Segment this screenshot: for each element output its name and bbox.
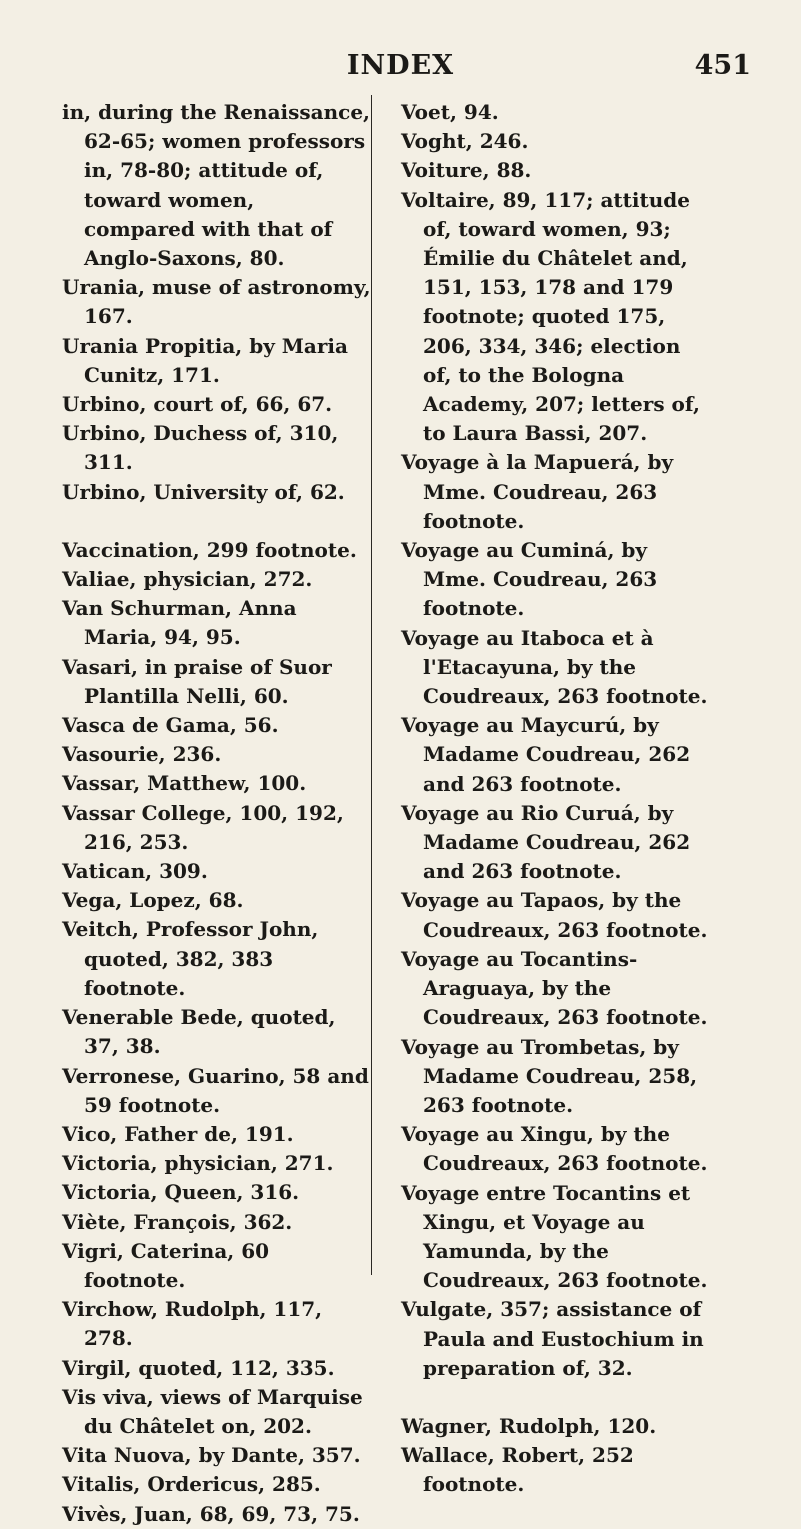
index-entry: Victoria, physician, 271. <box>62 1151 334 1176</box>
index-entry: Urbino, University of, 62. <box>62 479 345 504</box>
index-entry: Viète, François, 362. <box>62 1209 293 1234</box>
index-entry: Voyage au Rio Curuá, by Madame Coudreau, 262 and 263 footnote. <box>401 800 691 884</box>
index-entry: Vasourie, 236. <box>62 742 222 767</box>
index-entry: Vis viva, views of Marquise du Châtelet on, 202. <box>62 1384 363 1438</box>
index-entry: Vita Nuova, by Dante, 357. <box>62 1443 361 1468</box>
index-entry: Virgil, quoted, 112, 335. <box>62 1355 335 1380</box>
index-entry: Voiture, 88. <box>401 158 532 183</box>
index-entry: Voyage au Cuminá, by Mme. Coudreau, 263 footnote. <box>401 538 658 621</box>
index-entry: Vico, Father de, 191. <box>62 1121 294 1146</box>
index-entry: Voyage au Tapaos, by the Coudreaux, 263 footnote. <box>401 888 708 942</box>
index-entry: Vassar, Matthew, 100. <box>62 771 307 796</box>
index-entry: Vega, Lopez, 68. <box>62 888 244 913</box>
index-entry: Voyage au Tocantins-Araguaya, by the Coudreaux, 263 footnote. <box>401 946 708 1030</box>
index-entry: Voet, 94. <box>401 100 499 124</box>
index-entry: Urbino, court of, 66, 67. <box>62 392 333 417</box>
index-entry: Valiae, physician, 272. <box>62 567 313 592</box>
index-entry: Urania Propitia, by Maria Cunitz, 171. <box>62 333 348 387</box>
index-entry: Vatican, 309. <box>62 859 208 884</box>
index-entry: Veitch, Professor John, quoted, 382, 383 footnote. <box>62 917 319 1000</box>
index-entry: Victoria, Queen, 316. <box>62 1180 300 1205</box>
index-entry: Virchow, Rudolph, 117, 278. <box>62 1297 323 1351</box>
index-entry: Vivès, Juan, 68, 69, 73, 75. <box>62 1501 360 1526</box>
index-entry: Venerable Bede, quoted, 37, 38. <box>62 1005 336 1059</box>
index-entry: Vigri, Caterina, 60 footnote. <box>62 1238 270 1292</box>
index-entry: Vassar College, 100, 192, 216, 253. <box>62 800 344 854</box>
index-entry: Voyage à la Mapuerá, by Mme. Coudreau, 263 footnote. <box>401 450 674 533</box>
index-entry: Vaccination, 299 footnote. <box>62 537 357 562</box>
index-entry: Vasari, in praise of Suor Plantilla Nelli, 60. <box>62 654 332 708</box>
index-column-right <box>401 98 711 1500</box>
index-entry: Van Schurman, Anna Maria, 94, 95. <box>62 596 297 650</box>
index-entry: Urbino, Duchess of, 310, 311. <box>62 421 339 475</box>
index-entry: Urania, muse of astronomy, 167. <box>62 275 371 329</box>
index-column-left <box>62 98 372 1529</box>
index-entry: Voght, 246. <box>401 129 529 154</box>
index-entry: Voyage entre Tocantins et Xingu, et Voyage au Yamunda, by the Coudreaux, 263 footnote. <box>401 1180 708 1293</box>
page-header <box>0 50 801 90</box>
index-entry: Vasca de Gama, 56. <box>62 713 279 738</box>
index-entry: Wallace, Robert, 252 footnote. <box>401 1443 634 1497</box>
index-entry: Voyage au Trombetas, by Madame Coudreau, 258, 263 footnote. <box>401 1034 698 1117</box>
index-entry: Voyage au Xingu, by the Coudreaux, 263 footnote. <box>401 1122 708 1176</box>
index-entry: Vitalis, Ordericus, 285. <box>62 1472 321 1497</box>
index-entry: in, during the Renaissance, 62-65; women professors in, 78-80; attitude of, toward women, compared with that of Anglo-Saxons, 80. <box>62 100 371 271</box>
page-title: INDEX <box>346 50 455 81</box>
index-entry: Voltaire, 89, 117; attitude of, toward women, 93; Émilie du Châtelet and, 151, 153, 178 and 179 footnote; quoted 175, 206, 334, 346; election of, to the Bologna Academy, 207; letters of, to Laura Bassi, 207. <box>401 187 701 446</box>
index-entry: Voyage au Itaboca et à l'Etacayuna, by the Coudreaux, 263 footnote. <box>401 625 708 709</box>
index-entry: Voyage au Maycurú, by Madame Coudreau, 262 and 263 footnote. <box>401 713 691 796</box>
index-entry: Verronese, Guarino, 58 and 59 footnote. <box>62 1063 369 1117</box>
column-divider <box>371 95 372 1275</box>
index-entry: Vulgate, 357; assistance of Paula and Eustochium in preparation of, 32. <box>401 1297 704 1380</box>
index-entry: Wagner, Rudolph, 120. <box>401 1413 657 1438</box>
page-number: 451 <box>694 50 751 81</box>
